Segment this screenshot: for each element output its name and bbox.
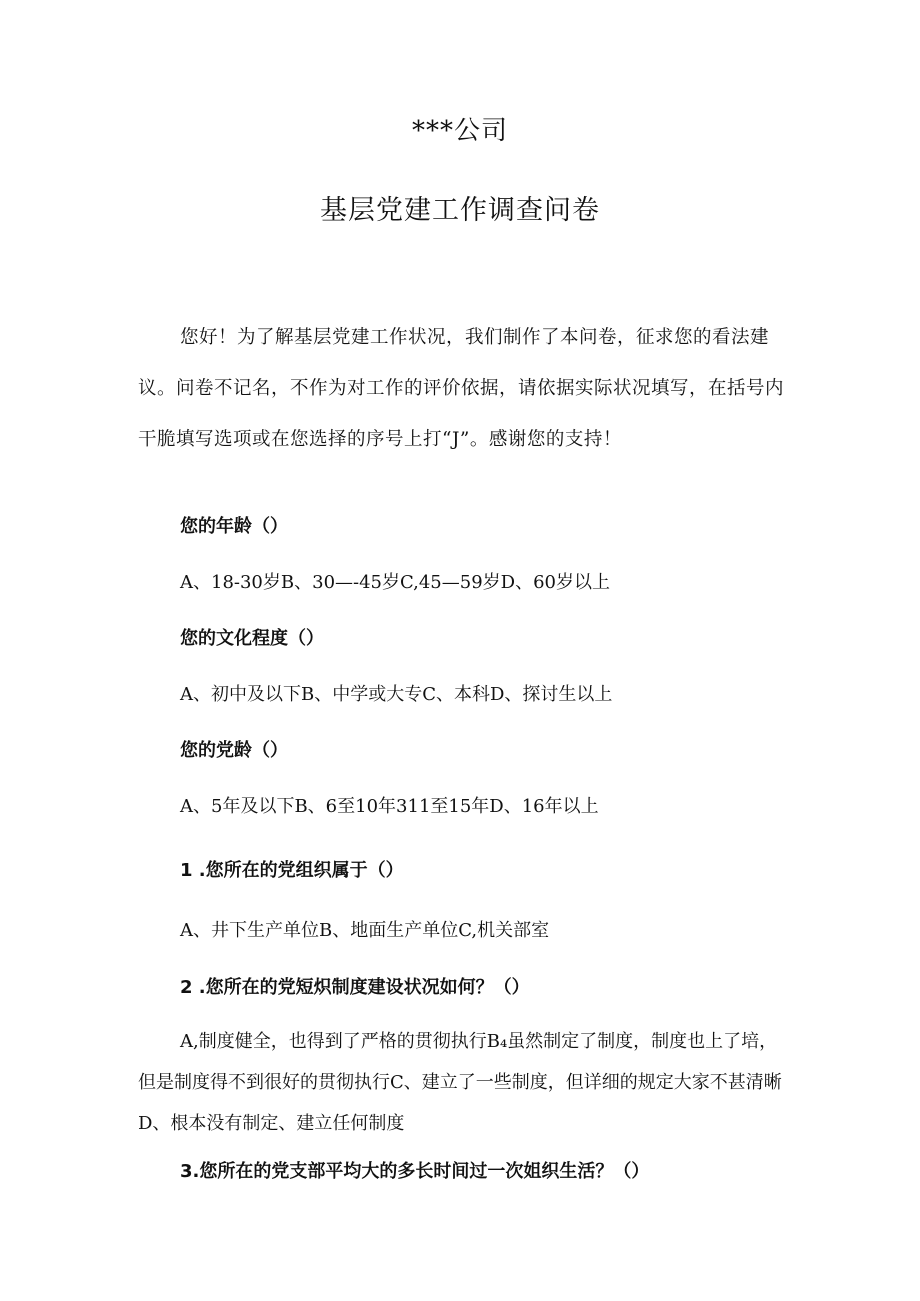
options-education: A、初中及以下B、中学或大专C、本科D、探讨生以上 <box>180 684 613 705</box>
question-party-age: 您的党龄（） <box>180 740 288 761</box>
question-2: 2 .您所在的党短炽制度建设状况如何？（） <box>180 977 530 998</box>
question-1: 1 .您所在的党组织属于（） <box>180 860 404 881</box>
options-1: A、井下生产单位B、地面生产单位C,机关部室 <box>180 920 550 941</box>
question-3: 3.您所在的党支部平均大的多长时间过一次姐织生活？（） <box>180 1161 650 1182</box>
question-education: 您的文化程度（） <box>180 628 324 649</box>
question-age: 您的年龄（） <box>180 516 288 537</box>
intro-paragraph: 您好！为了解基层党建工作状况，我们制作了本问卷，征求您的看法建议。问卷不记名，不作为对工作的评价依据，请依据实际状况填写，在括号内干脆填写选项或在您选择的序号上打“J”。感谢您的支持！ <box>138 327 785 450</box>
options-party-age: A、5年及以下B、6至10年311至15年D、16年以上 <box>180 796 599 817</box>
company-name: ***公司 <box>411 116 508 146</box>
options-2: A,制度健全，也得到了严格的贯彻执行B₄虽然制定了制度，制度也上了培，但是制度得不到很好的贯彻执行C、建立了一些制度，但详细的规定大家不甚清晰D、根本没有制定、建立任何制度 <box>138 1031 782 1134</box>
options-age: A、18-30岁B、30—-45岁C,45—59岁D、60岁以上 <box>180 572 611 593</box>
document-title: 基层党建工作调查问卷 <box>320 195 600 226</box>
